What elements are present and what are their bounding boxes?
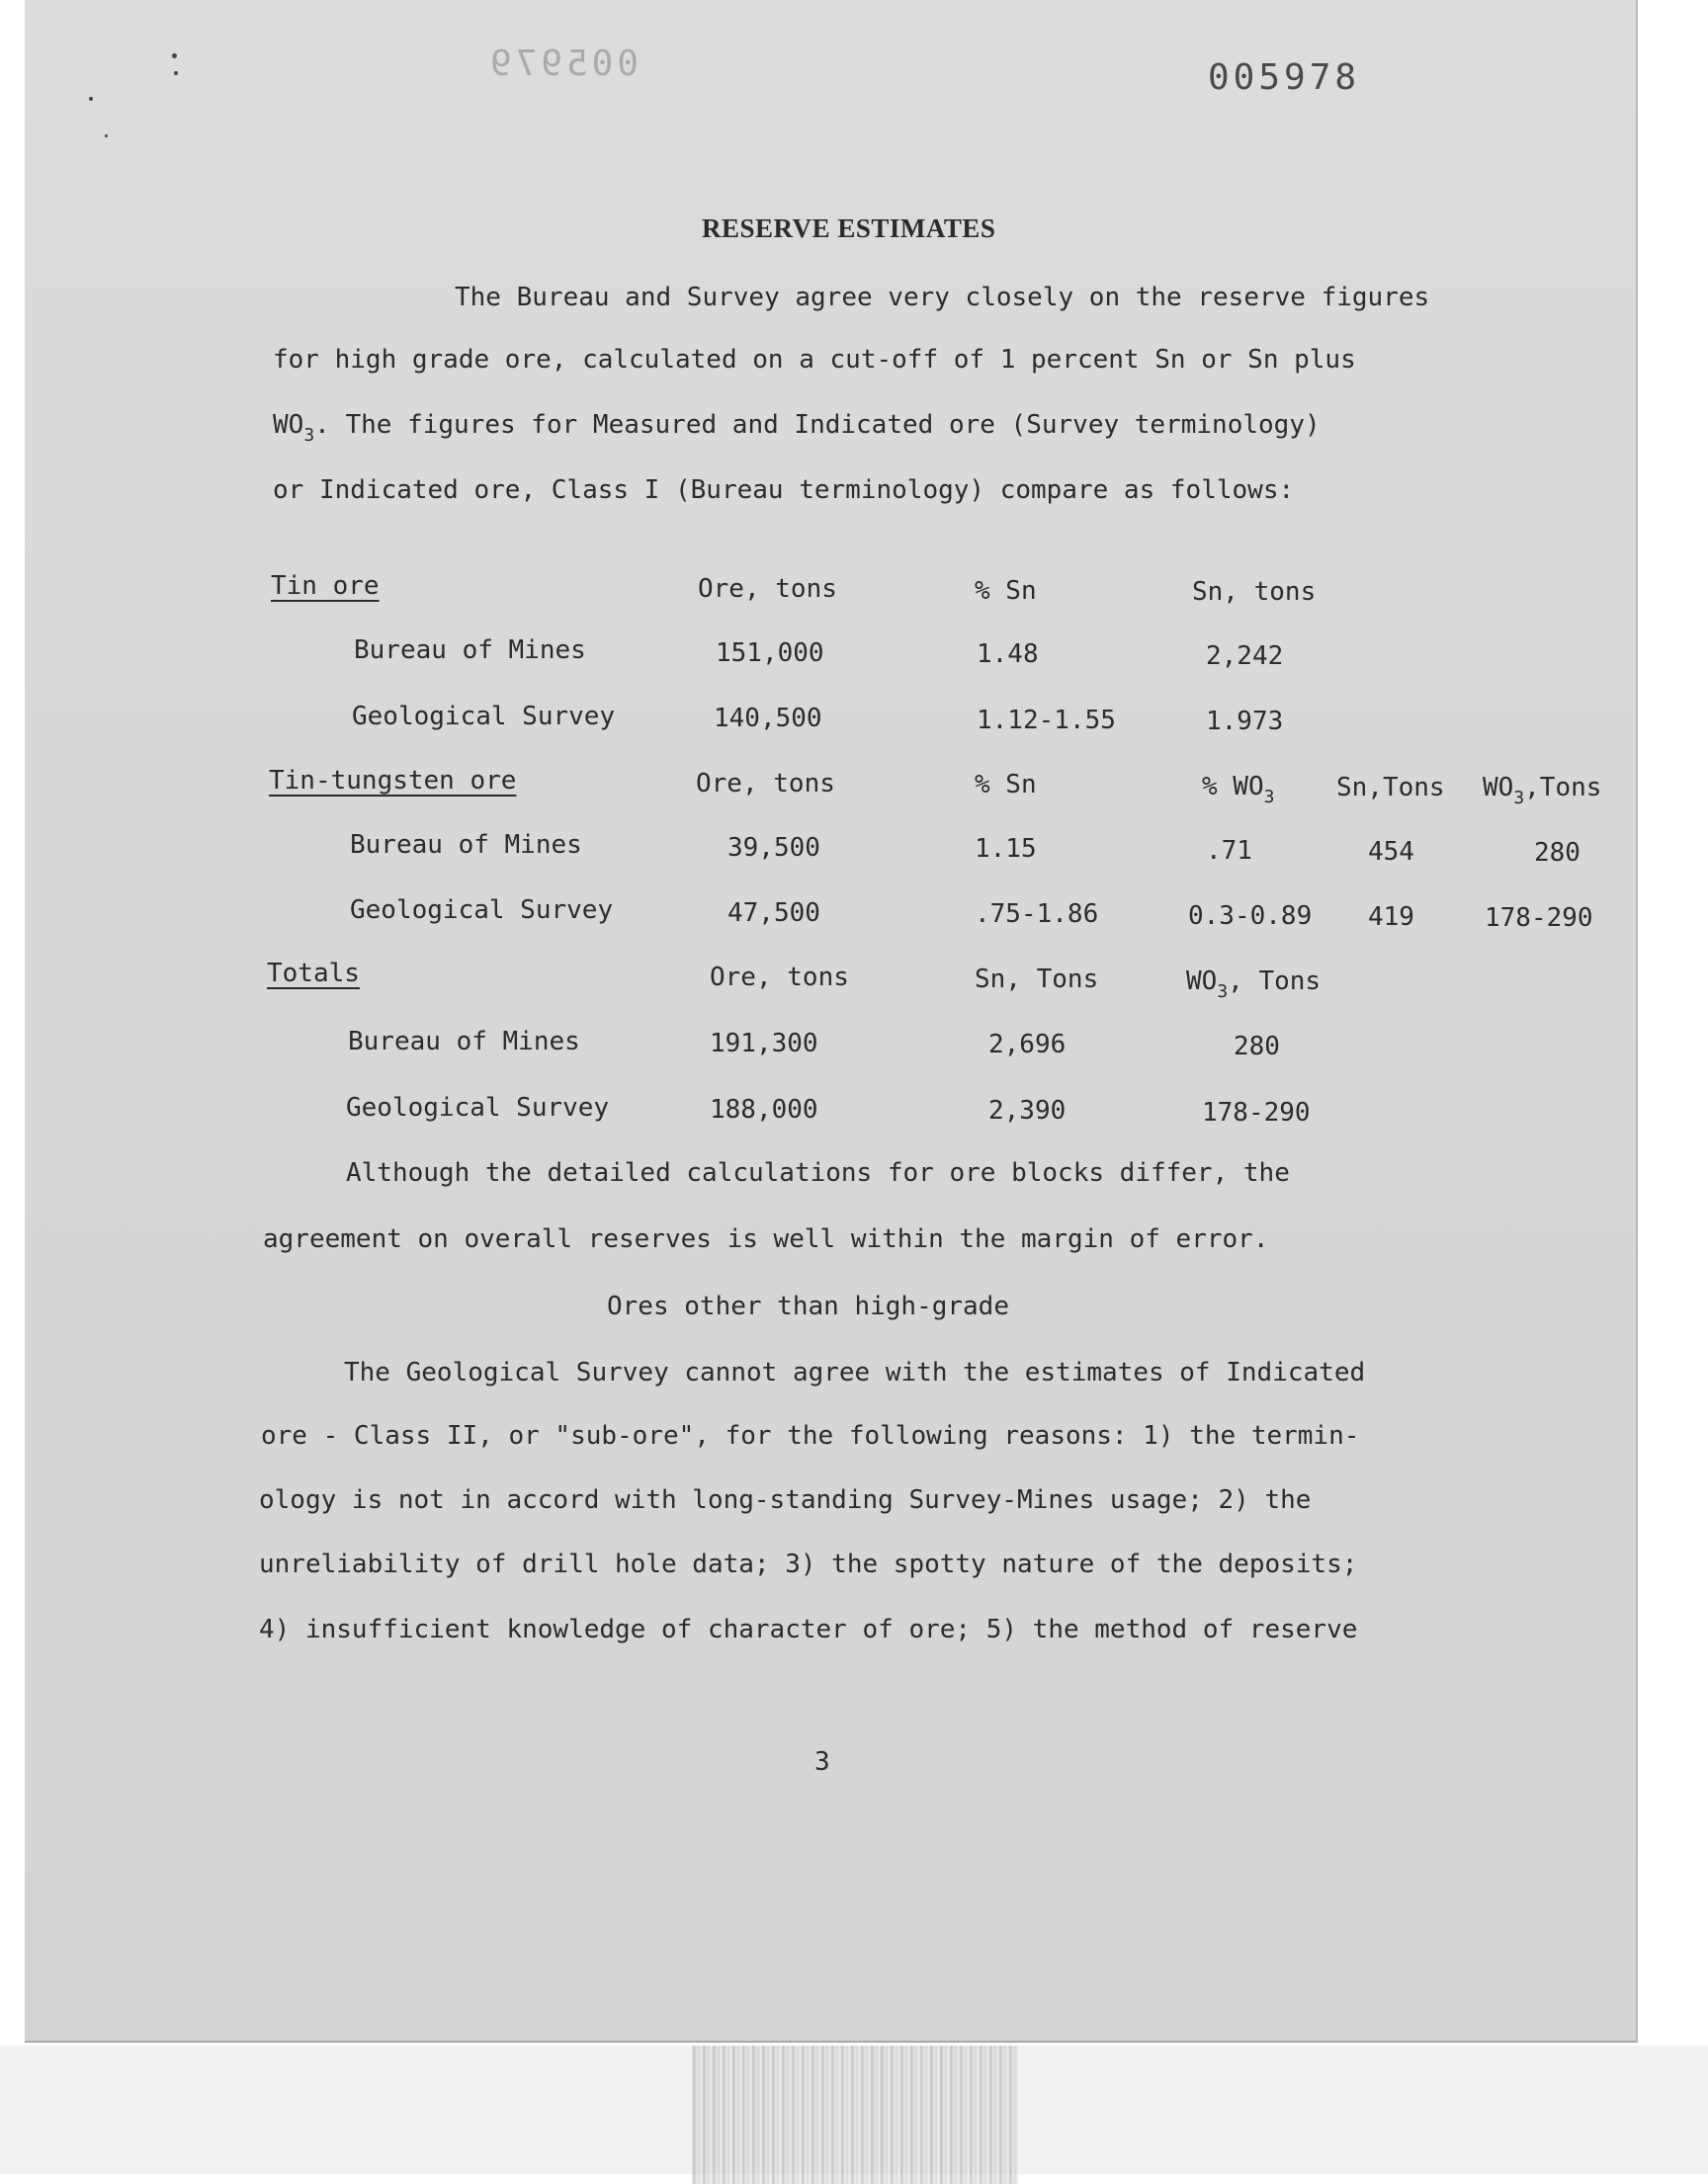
- row-label: Bureau of Mines: [350, 830, 582, 860]
- cell-pct-sn: 1.48: [977, 639, 1039, 669]
- cell-ore-tons: 39,500: [727, 833, 820, 863]
- agreement-line-1: Although the detailed calculations for ore blocks differ, the: [346, 1158, 1290, 1188]
- section2-line-1: The Geological Survey cannot agree with the estimates of Indicated: [344, 1358, 1366, 1387]
- intro-line-1: The Bureau and Survey agree very closely on the reserve figures: [455, 283, 1430, 312]
- scan-speck: [174, 71, 178, 75]
- cell-pct-wo3: .71: [1206, 836, 1252, 866]
- cell-wo3-tons: 280: [1234, 1032, 1280, 1061]
- bleed-through-stamp: 005979: [486, 43, 640, 84]
- cell-pct-sn: 1.12-1.55: [977, 706, 1116, 735]
- cell-pct-sn: 1.15: [975, 834, 1037, 864]
- cell-ore-tons: 151,000: [716, 638, 824, 668]
- col-header-sn-tons: Sn, tons: [1192, 577, 1317, 607]
- cell-wo3-tons: 178-290: [1202, 1098, 1311, 1128]
- scan-margin: [0, 2046, 1708, 2174]
- intro-line-4: or Indicated ore, Class I (Bureau terminology) compare as follows:: [273, 475, 1295, 505]
- page-number: 3: [814, 1747, 830, 1777]
- cell-pct-wo3: 0.3-0.89: [1188, 901, 1313, 931]
- cell-pct-sn: .75-1.86: [975, 899, 1099, 929]
- cell-sn-tons: 2,390: [988, 1096, 1067, 1126]
- section2-line-5: 4) insufficient knowledge of character of ore; 5) the method of reserve: [259, 1615, 1358, 1644]
- col-header-pct-sn: % Sn: [975, 770, 1037, 799]
- tin-tungsten-heading: Tin-tungsten ore: [269, 766, 517, 796]
- document-number-stamp: 005978: [1208, 57, 1361, 98]
- cell-ore-tons: 188,000: [710, 1095, 818, 1125]
- section2-line-3: ology is not in accord with long-standing Survey-Mines usage; 2) the: [259, 1485, 1312, 1515]
- section2-line-4: unreliability of drill hole data; 3) the spotty nature of the deposits;: [259, 1550, 1358, 1579]
- row-label: Bureau of Mines: [348, 1027, 580, 1056]
- col-header-sn-tons: Sn, Tons: [975, 965, 1099, 994]
- scanner-artifact: [692, 2046, 1018, 2184]
- section2-line-2: ore - Class II, or "sub-ore", for the following reasons: 1) the termin-: [261, 1421, 1360, 1451]
- cell-sn-tons: 2,242: [1206, 641, 1284, 671]
- cell-ore-tons: 191,300: [710, 1029, 818, 1058]
- col-header-wo3-tons: $WO_3$, Tons: [1186, 966, 1322, 1002]
- scan-speck: [89, 97, 93, 101]
- section-heading: Ores other than high-grade: [607, 1292, 1009, 1321]
- cell-sn-tons: 1.973: [1206, 707, 1284, 736]
- col-header-wo3-tons: $WO_3,Tons$: [1483, 773, 1602, 808]
- row-label: Geological Survey: [352, 702, 616, 731]
- row-label: Geological Survey: [350, 895, 614, 925]
- row-label: Geological Survey: [346, 1093, 610, 1123]
- agreement-line-2: agreement on overall reserves is well within the margin of error.: [263, 1224, 1269, 1254]
- cell-ore-tons: 47,500: [727, 898, 820, 928]
- intro-line-2: for high grade ore, calculated on a cut-off of 1 percent Sn or Sn plus: [273, 345, 1356, 375]
- cell-sn-tons: 419: [1368, 902, 1414, 932]
- col-header-sn-tons: Sn,Tons: [1336, 773, 1445, 802]
- intro-line-3: $WO_3$. The figures for Measured and Indicated ore (Survey terminology): [273, 410, 1321, 446]
- col-header-ore-tons: Ore, tons: [710, 963, 849, 992]
- col-header-ore-tons: Ore, tons: [698, 574, 837, 604]
- cell-sn-tons: 454: [1368, 837, 1414, 867]
- tin-ore-heading: Tin ore: [271, 571, 380, 601]
- col-header-pct-wo3: % $WO_3$: [1202, 772, 1275, 807]
- page-title: RESERVE ESTIMATES: [702, 213, 996, 243]
- scan-speck: [105, 134, 108, 137]
- cell-ore-tons: 140,500: [714, 704, 822, 733]
- col-header-ore-tons: Ore, tons: [696, 769, 835, 798]
- scan-speck: [172, 53, 177, 58]
- cell-sn-tons: 2,696: [988, 1030, 1067, 1059]
- totals-heading: Totals: [267, 959, 360, 988]
- cell-wo3-tons: 280: [1534, 838, 1580, 868]
- row-label: Bureau of Mines: [354, 635, 586, 665]
- cell-wo3-tons: 178-290: [1485, 903, 1593, 933]
- col-header-pct-sn: % Sn: [975, 576, 1037, 606]
